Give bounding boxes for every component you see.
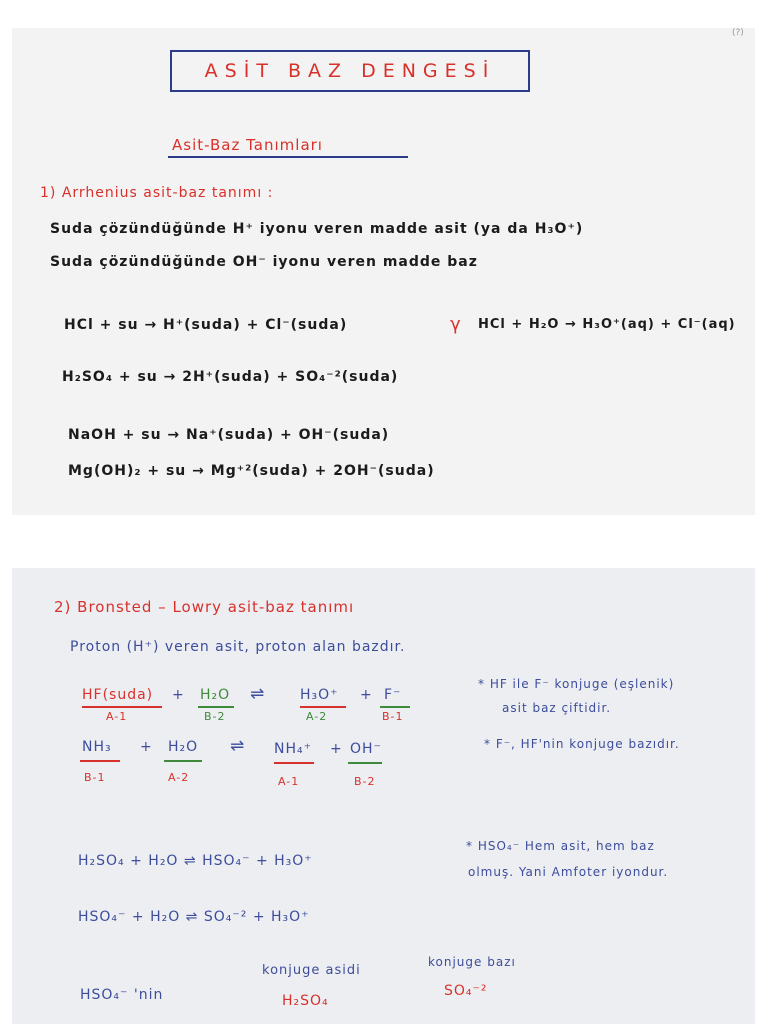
bronsted-heading: 2) Bronsted – Lowry asit-baz tanımı: [54, 598, 355, 616]
page-corner-mark: (?): [732, 28, 744, 38]
subtitle-underline: [168, 156, 408, 158]
arrhenius-heading: 1) Arrhenius asit-baz tanımı :: [40, 185, 274, 201]
pair-label: B-1: [382, 710, 404, 723]
plus-sign: +: [140, 739, 153, 755]
equation-h2so4: H₂SO₄ + su → 2H⁺(suda) + SO₄⁻²(suda): [62, 369, 399, 385]
section-subtitle: Asit-Baz Tanımları: [172, 136, 323, 154]
reactant-ammonia: NH₃: [82, 739, 112, 755]
note-conjugate-pair-cont: asit baz çiftidir.: [502, 701, 612, 715]
pair-label: B-1: [84, 771, 106, 784]
equation-h2so4-equilibrium: H₂SO₄ + H₂O ⇌ HSO₄⁻ + H₃O⁺: [78, 853, 313, 869]
conjugate-acid: H₂SO₄: [282, 993, 329, 1009]
reactant-hf: HF(suda): [82, 687, 154, 703]
equation-hso4-equilibrium: HSO₄⁻ + H₂O ⇌ SO₄⁻² + H₃O⁺: [78, 909, 310, 925]
product-hydronium: H₃O⁺: [300, 687, 339, 703]
notebook-page-arrhenius: [12, 28, 755, 515]
or-connector: γ: [450, 314, 462, 335]
product-ammonium: NH₄⁺: [274, 741, 313, 757]
product-hydroxide: OH⁻: [350, 741, 382, 757]
equation-hcl: HCl + su → H⁺(suda) + Cl⁻(suda): [64, 317, 348, 333]
pair-label: B-2: [204, 710, 226, 723]
acid-definition: Suda çözündüğünde H⁺ iyonu veren madde asit (ya da H₃O⁺): [50, 221, 584, 237]
equation-naoh: NaOH + su → Na⁺(suda) + OH⁻(suda): [68, 427, 390, 443]
reactant-water: H₂O: [200, 687, 231, 703]
pair-label: B-2: [354, 775, 376, 788]
note-conjugate-pair: * HF ile F⁻ konjuge (eşlenik): [478, 677, 675, 691]
conjugate-base-label: konjuge bazı: [428, 955, 516, 969]
equilibrium-arrow: ⇌: [230, 736, 246, 756]
product-fluoride: F⁻: [384, 687, 402, 703]
pair-label: A-1: [106, 710, 128, 723]
equilibrium-arrow: ⇌: [250, 684, 266, 704]
pair-label: A-2: [168, 771, 190, 784]
reactant-water: H₂O: [168, 739, 199, 755]
base-definition: Suda çözündüğünde OH⁻ iyonu veren madde baz: [50, 254, 478, 270]
note-amphoteric: * HSO₄⁻ Hem asit, hem baz: [466, 839, 655, 853]
equation-hcl-alt: HCl + H₂O → H₃O⁺(aq) + Cl⁻(aq): [478, 317, 736, 332]
page-title: ASİT BAZ DENGESİ: [170, 50, 530, 92]
note-amphoteric-cont: olmuş. Yani Amfoter iyondur.: [468, 865, 669, 879]
pair-label: A-1: [278, 775, 300, 788]
equation-mgoh2: Mg(OH)₂ + su → Mg⁺²(suda) + 2OH⁻(suda): [68, 463, 435, 479]
plus-sign: +: [330, 741, 343, 757]
notebook-page-bronsted: [12, 568, 755, 1024]
pair-label: A-2: [306, 710, 328, 723]
conjugate-acid-label: konjuge asidi: [262, 963, 361, 978]
bronsted-definition: Proton (H⁺) veren asit, proton alan bazdır.: [70, 639, 406, 655]
plus-sign: +: [360, 687, 373, 703]
species-label: HSO₄⁻ 'nin: [80, 987, 164, 1003]
plus-sign: +: [172, 687, 185, 703]
conjugate-base: SO₄⁻²: [444, 983, 488, 999]
note-conjugate-base: * F⁻, HF'nin konjuge bazıdır.: [484, 737, 680, 751]
